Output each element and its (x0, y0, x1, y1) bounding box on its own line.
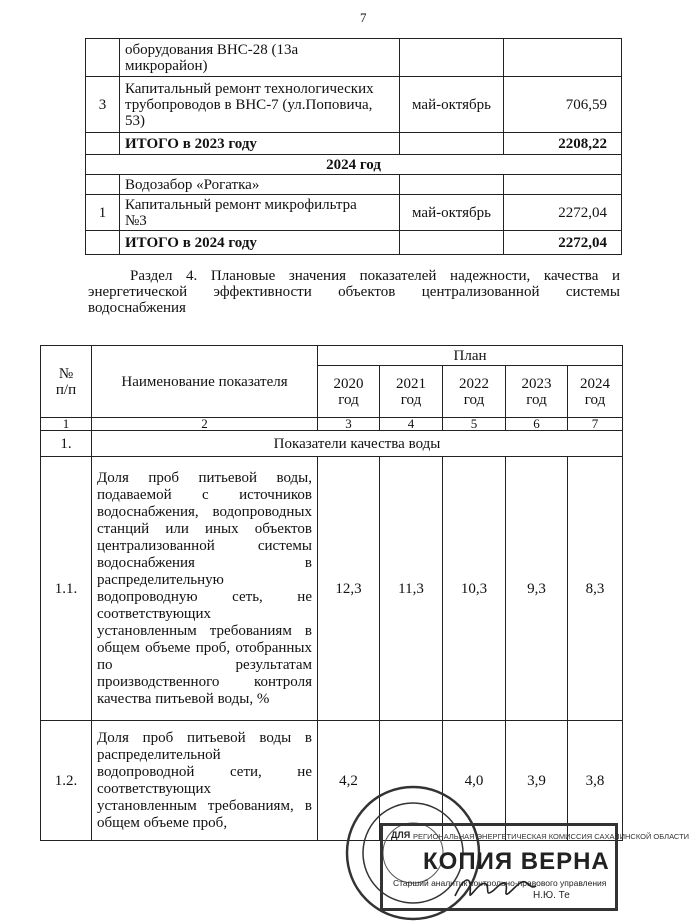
total-row (86, 231, 622, 255)
row-name-line: трубопроводов в ВНС-7 (ул.Поповича, (125, 96, 373, 113)
indicator-value: 11,3 (380, 457, 443, 721)
row-sum: 706,59 (504, 77, 622, 133)
header-year: 2023 год (506, 366, 568, 418)
total-sum: 2208,22 (504, 133, 622, 155)
indicator-name: Доля проб питьевой воды, подаваемой с источников водоснабжения, водопроводных станций или иных объектов централизованной системы водоснабжения в распределительную водопроводную сеть, не соответствующих установленным требованиям в общем объеме проб, отобранных по результатам производственного контроля качества питьевой воды, % (92, 457, 318, 721)
total-label: ИТОГО в 2024 году (120, 231, 400, 255)
stamp-organization: РЕГИОНАЛЬНАЯ ЭНЕРГЕТИЧЕСКАЯ КОМИССИЯ САХАЛИНСКОЙ ОБЛАСТИ (413, 832, 689, 841)
column-index: 4 (380, 418, 443, 431)
header-year: 2020 год (318, 366, 380, 418)
header-row (41, 346, 623, 366)
indicator-value: 10,3 (443, 457, 506, 721)
header-number: № п/п (41, 346, 92, 418)
stamp-title: КОПИЯ ВЕРНА (423, 848, 610, 875)
table-row (86, 39, 622, 77)
table-row (86, 195, 622, 231)
total-sum: 2272,04 (504, 231, 622, 255)
group-row (41, 431, 623, 457)
column-index: 5 (443, 418, 506, 431)
stamp-for-docs: ДЛЯ (391, 830, 411, 840)
column-index: 7 (568, 418, 623, 431)
indicator-value: 8,3 (568, 457, 623, 721)
indicator-value: 9,3 (506, 457, 568, 721)
row-number: 3 (86, 77, 120, 133)
row-period: май-октябрь (400, 77, 504, 133)
row-sum: 2272,04 (504, 195, 622, 231)
row-name-line: микрорайон) (125, 57, 208, 74)
stamp-signer-name: Н.Ю. Те (533, 890, 570, 901)
indicator-value: 12,3 (318, 457, 380, 721)
year-heading: 2024 год (86, 155, 622, 175)
row-name-line: Капитальный ремонт технологических (125, 80, 374, 97)
row-number: 1 (86, 195, 120, 231)
indicator-value: 3,9 (506, 721, 568, 841)
column-index: 6 (506, 418, 568, 431)
indicator-value: 3,8 (568, 721, 623, 841)
section-heading: Раздел 4. Плановые значения показателей надежности, качества и энергетической эффективности объектов централизованной системы водоснабжения (88, 268, 620, 316)
group-number: 1. (41, 431, 92, 457)
group-title: Показатели качества воды (92, 431, 623, 457)
row-name-line: оборудования ВНС-28 (13а (125, 41, 299, 58)
column-index: 1 (41, 418, 92, 431)
row-name-line: 53) (125, 112, 145, 129)
column-index: 2 (92, 418, 318, 431)
row-period: май-октябрь (400, 195, 504, 231)
row-name-line: №3 (125, 212, 147, 229)
header-indicator-name: Наименование показателя (92, 346, 318, 418)
row-name-line: Капитальный ремонт микрофильтра (125, 196, 357, 213)
handwritten-signature (450, 870, 540, 904)
indicator-value: 4,0 (443, 721, 506, 841)
indicator-number: 1.1. (41, 457, 92, 721)
table-row (86, 77, 622, 133)
facility-row (86, 175, 622, 195)
facility-name: Водозабор «Рогатка» (120, 175, 400, 195)
header-year: 2021 год (380, 366, 443, 418)
total-label: ИТОГО в 2023 году (120, 133, 400, 155)
indicator-value: 4,2 (318, 721, 380, 841)
header-plan: План (318, 346, 623, 366)
stamp-position: Старший аналитик контрольно-правового управления (393, 878, 607, 888)
indicator-name: Доля проб питьевой воды в распределительной водопроводной сети, не соответствующих установленным требованиям, в общем объеме проб, (92, 721, 318, 841)
indicator-number: 1.2. (41, 721, 92, 841)
header-year: 2024 год (568, 366, 623, 418)
column-index-row (41, 418, 623, 431)
year-row (86, 155, 622, 175)
total-row (86, 133, 622, 155)
column-index: 3 (318, 418, 380, 431)
page-number: 7 (360, 10, 367, 25)
indicators-table (40, 345, 623, 841)
table-row (41, 457, 623, 721)
repair-schedule-table (85, 38, 622, 255)
header-year: 2022 год (443, 366, 506, 418)
